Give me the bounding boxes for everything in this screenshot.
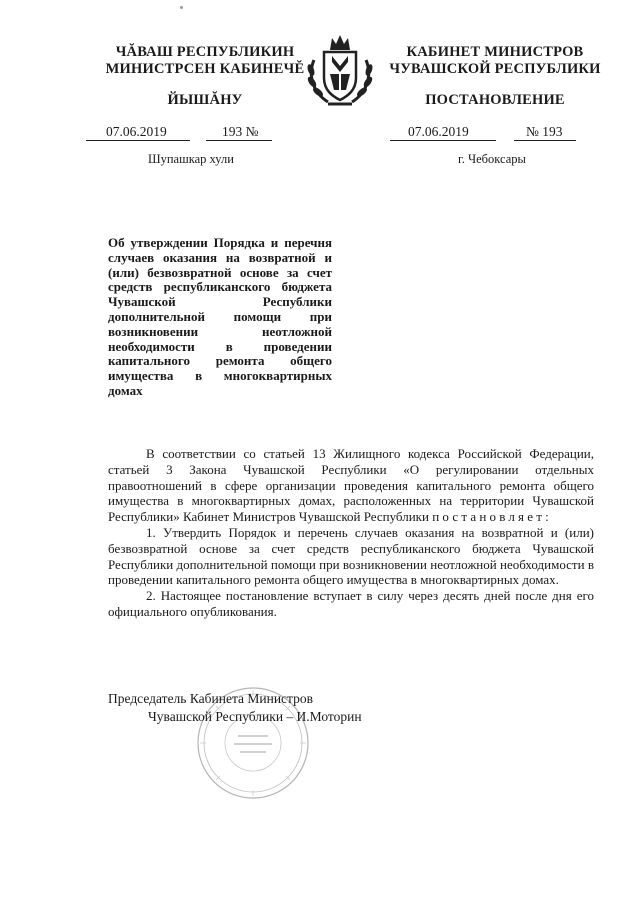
signature-position-line2 — [148, 708, 362, 726]
header-right-line2: ЧУВАШСКОЙ РЕСПУБЛИКИ — [389, 61, 601, 77]
coat-of-arms-emblem — [300, 30, 380, 110]
left-date: 07.06.2019 — [106, 124, 167, 139]
right-number: № 193 — [526, 124, 563, 139]
right-place: г. Чебоксары — [458, 152, 526, 166]
header-left-line2: МИНИСТРСЕН КАБИНЕЧĔ — [105, 61, 305, 77]
left-number: 193 № — [222, 124, 259, 139]
preamble-text: В соответствии со статьей 13 Жилищного кодекса Российской Федерации, статьей 3 Закона Чувашской Республики «О регулировании отдельных правоотношений в сфере организации проведения капитального ремонта общего имущества в многоквартирных домах, расположенных на территории Чувашской Республики» Кабинет Министров Чувашской Республики — [108, 446, 594, 525]
signature-name: И.Моторин — [296, 709, 362, 724]
left-date-underline — [86, 140, 190, 141]
right-date: 07.06.2019 — [408, 124, 469, 139]
header-right-line1: КАБИНЕТ МИНИСТРОВ — [406, 44, 584, 60]
header-left — [100, 44, 310, 78]
signature-org: Чувашской Республики — [148, 709, 284, 724]
left-place: Шупашкар хули — [148, 152, 234, 166]
signature-position-line1: Председатель Кабинета Министров — [108, 691, 313, 706]
signature-dash: – — [286, 709, 294, 724]
document-title: Об утверждении Порядка и перечня случаев оказания на возвратной и (или) безвозвратной основе за счет средств республиканского бюджета Чувашской Республики дополнительной помощи при возникновении неотложной необходимости в проведении капитального ремонта общего имущества в многоквартирных домах — [108, 235, 332, 398]
preamble-paragraph — [108, 446, 594, 525]
header-left-line1: ЧĂВАШ РЕСПУБЛИКИН — [115, 44, 295, 60]
scan-speck — [180, 6, 183, 9]
header-right — [380, 44, 610, 78]
decree-word: постановляет: — [432, 509, 552, 525]
doc-kind-left: ЙЫШĂНУ — [167, 92, 243, 108]
right-date-underline — [390, 140, 496, 141]
document-body — [108, 446, 594, 620]
doc-kind-right: ПОСТАНОВЛЕНИЕ — [425, 92, 565, 108]
right-number-underline — [514, 140, 576, 141]
item-2: 2. Настоящее постановление вступает в силу через десять дней после дня его официального опубликования. — [108, 588, 594, 619]
left-number-underline — [206, 140, 272, 141]
item-1: 1. Утвердить Порядок и перечень случаев оказания на возвратной и (или) безвозвратной основе за счет средств республиканского бюджета Чувашской Республики дополнительной помощи при возникновении неотложной необходимости в проведении капитального ремонта общего имущества в многоквартирных домах. — [108, 524, 594, 588]
